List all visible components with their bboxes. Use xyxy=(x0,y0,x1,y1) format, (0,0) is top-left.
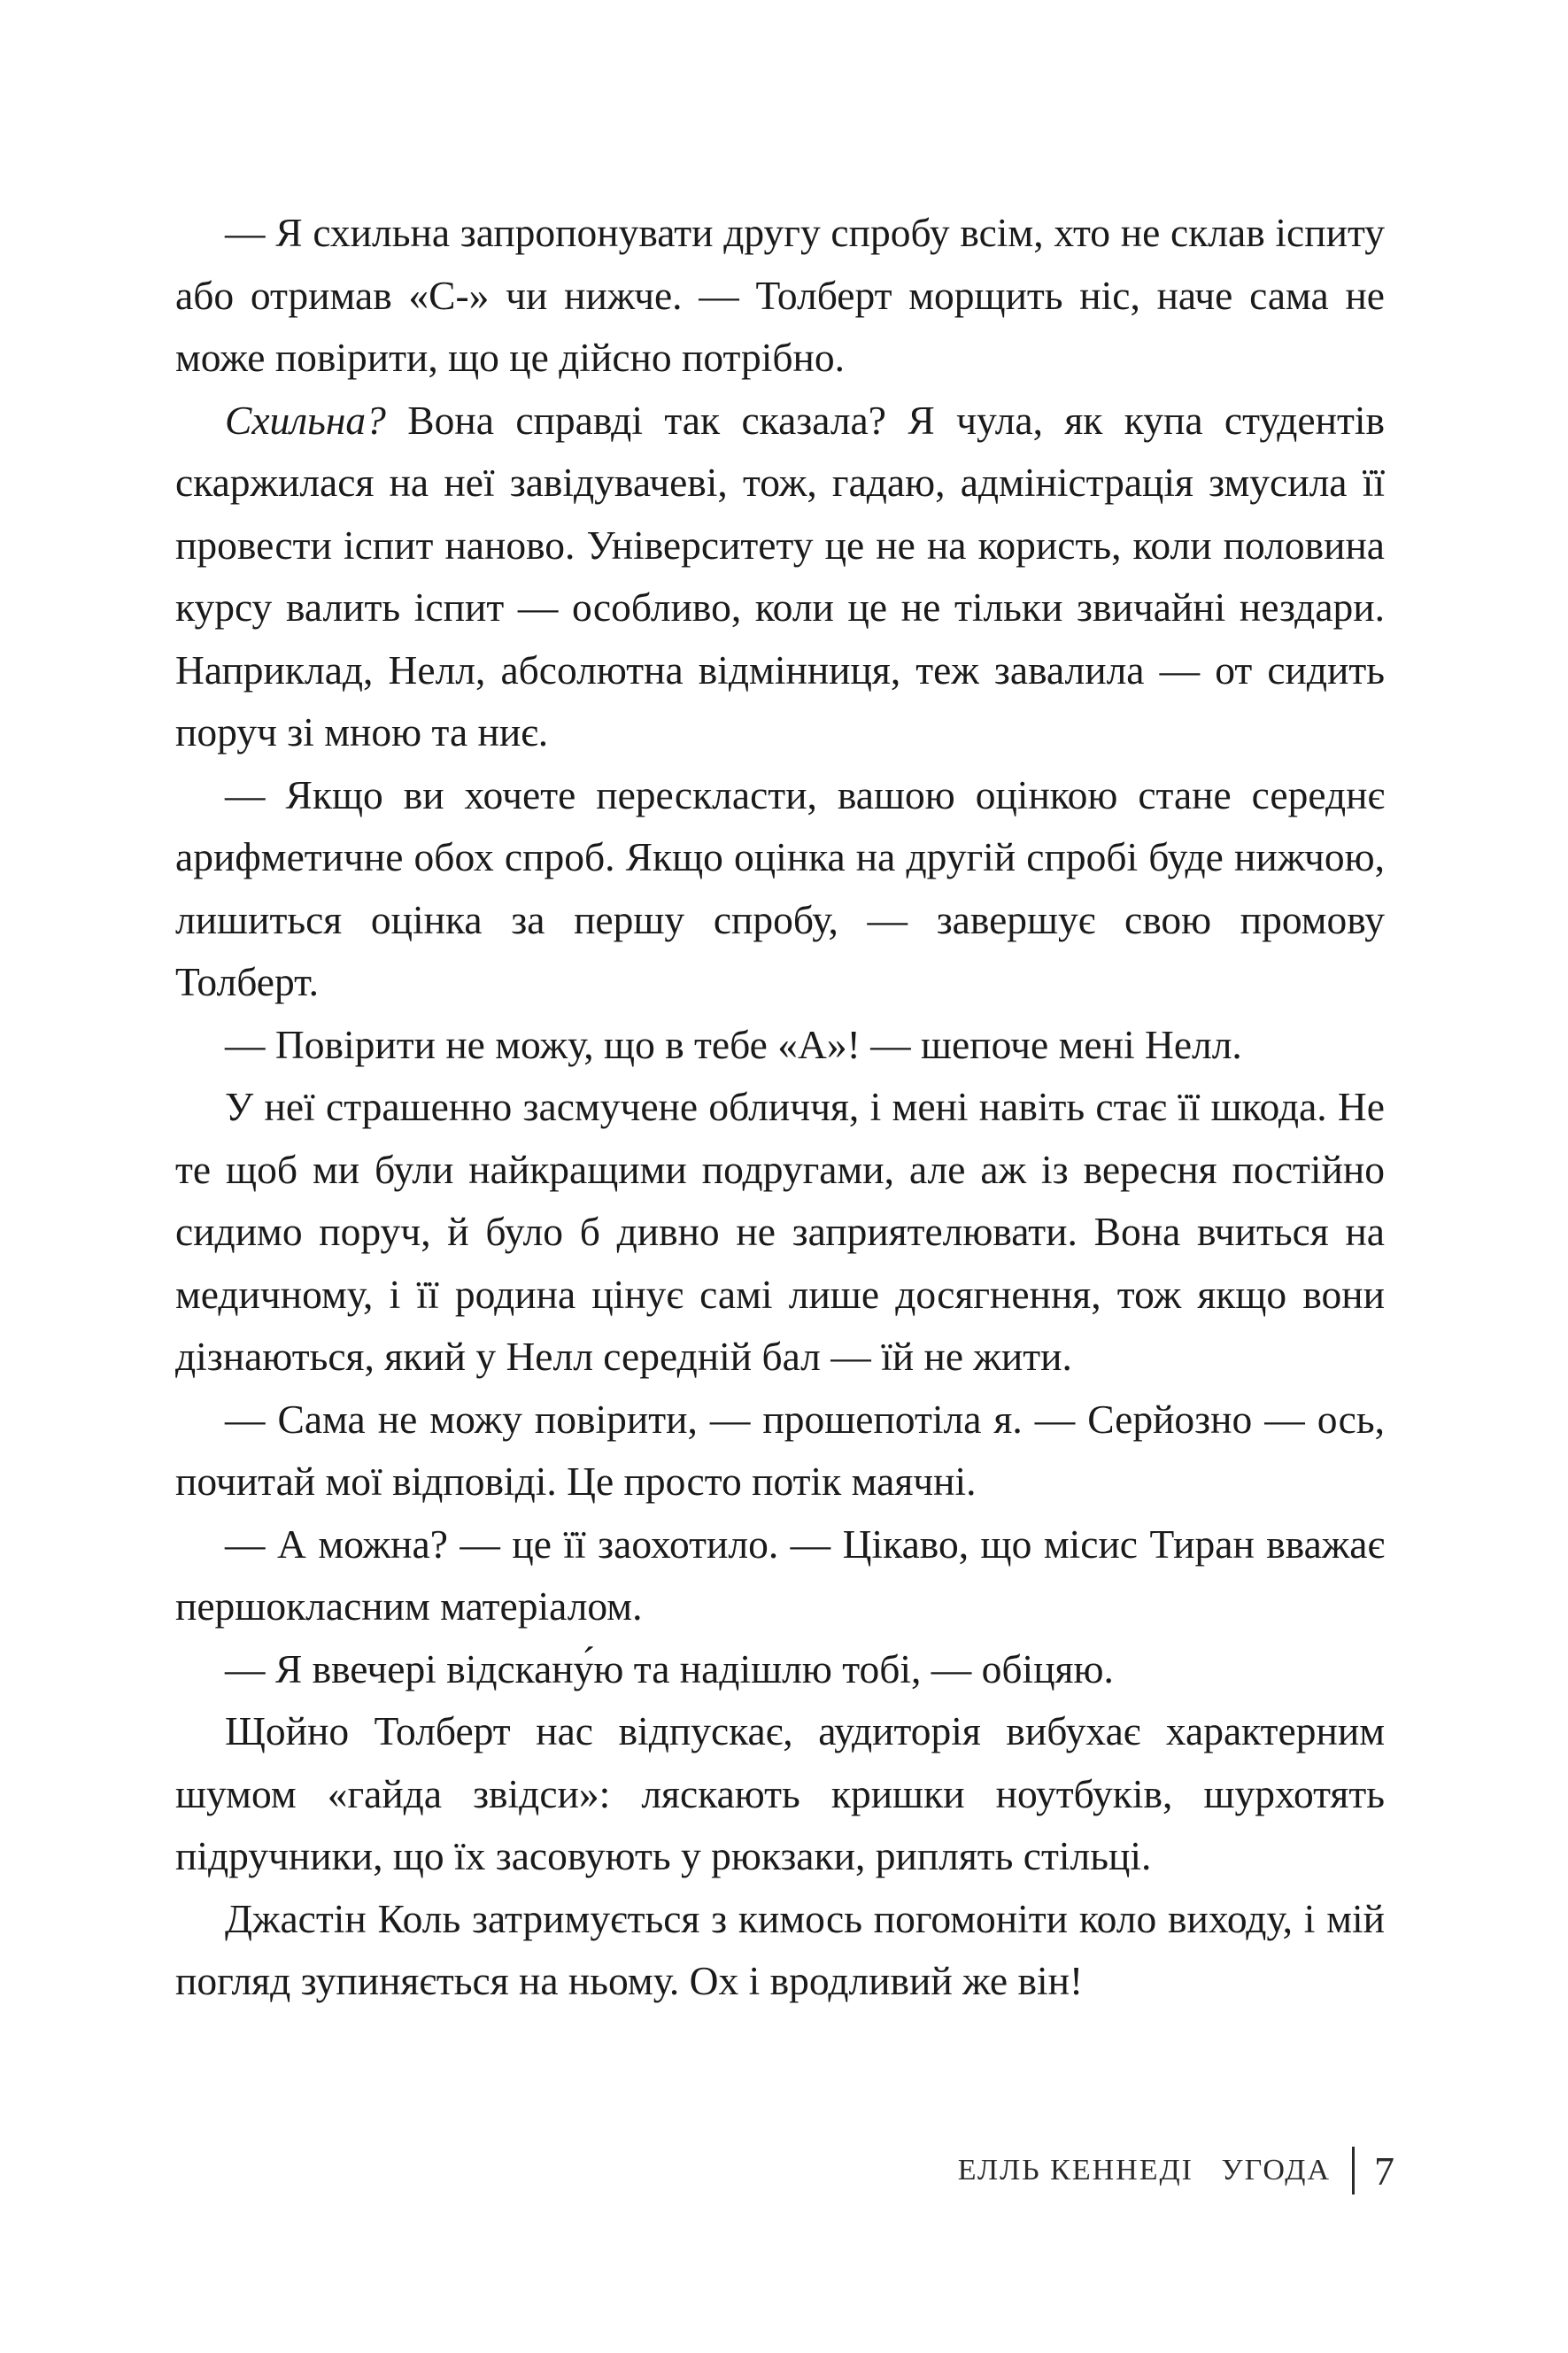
paragraph-10: Джастін Коль затримується з кимось погомоніти коло виходу, і мій погляд зупиняється на ньому. Ох і вродливий же він! xyxy=(175,1895,1385,2003)
paragraph-5: У неї страшенно засмучене обличчя, і мені навіть стає її шкода. Не те щоб ми були найкращими подругами, але аж із вересня постійно сидимо поруч, й було б дивно не заприятелювати. Вона вчиться на медичному, і її родина цінує самі лише досягнення, тож якщо вони дізнаються, який у Нелл середній бал — їй не жити. xyxy=(175,1084,1385,1379)
paragraph-1: — Я схильна запропонувати другу спробу всім, хто не склав іспиту або отримав «C-» чи нижче. — Толберт морщить ніс, наче сама не може повірити, що це дійсно потрібно. xyxy=(175,210,1385,380)
paragraph-7: — А можна? — це її заохотило. — Цікаво, що місис Тиран вважає першокласним матеріалом. xyxy=(175,1521,1385,1629)
page-footer xyxy=(958,2147,1394,2194)
running-head: ЕЛЛЬ КЕННЕДІ УГОДА xyxy=(957,2154,1331,2187)
paragraph-6: — Сама не можу повірити, — прошепотіла я. — Серйозно — ось, почитай мої відповіді. Це просто потік маячні. xyxy=(175,1396,1385,1504)
italic-lead: Схильна? xyxy=(225,397,386,443)
footer-divider xyxy=(1352,2147,1355,2194)
paragraph-4: — Повірити не можу, що в тебе «A»! — шепоче мені Нелл. xyxy=(225,1021,1242,1067)
paragraph-9: Щойно Толберт нас відпускає, аудиторія вибухає характерним шумом «гайда звідси»: ляскають кришки ноутбуків, шурхотять підручники, що їх засовують у рюкзаки, риплять стільці. xyxy=(175,1708,1385,1878)
page-number: 7 xyxy=(1374,2148,1394,2194)
body-text xyxy=(175,202,1385,2013)
paragraph-3: — Якщо ви хочете перескласти, вашою оцінкою стане середнє арифметичне обох спроб. Якщо оцінка на другій спробі буде нижчою, лишиться оцінка за першу спробу, — завершує свою промову Толберт. xyxy=(175,771,1385,1004)
paragraph-8: — Я ввечері відскану́ю та надішлю тобі, — обіцяю. xyxy=(225,1645,1114,1691)
paragraph-2: Схильна? Вона справді так сказала? Я чула, як купа студентів скаржилася на неї завідувачеві, тож, гадаю, адміністрація змусила її провести іспит наново. Університету це не на користь, коли половина курсу валить іспит — особливо, коли це не тільки звичайні нездари. Наприклад, Нелл, абсолютна відмінниця, теж завалила — от сидить поруч зі мною та ниє. xyxy=(175,397,1385,755)
